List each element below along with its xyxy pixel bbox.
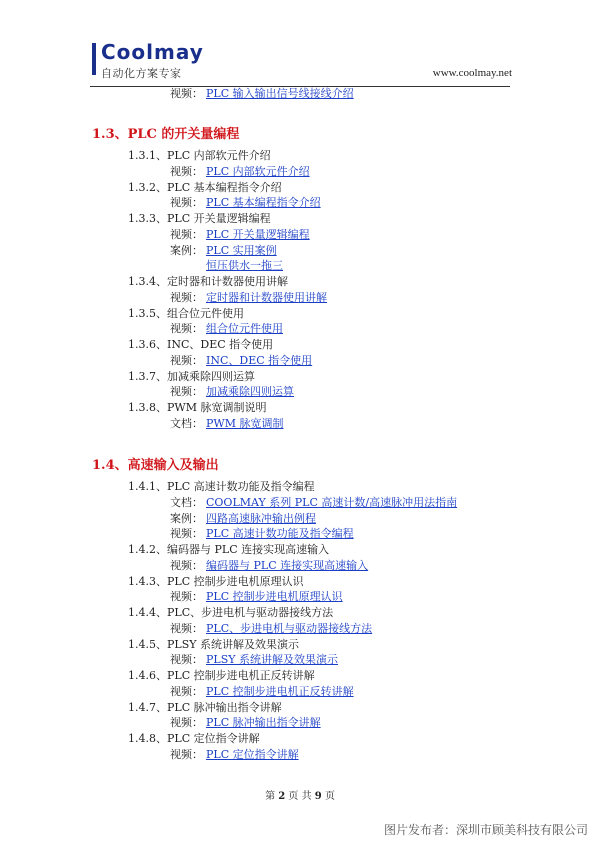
item-number: 1.3.1、 [128,149,167,162]
resource-link[interactable]: INC、DEC 指令使用 [206,353,313,367]
resource-row [170,653,338,667]
item-title: PWM 脉宽调制说明 [167,401,267,414]
toc-item [128,338,273,352]
resource-link[interactable]: 恒压供水一拖三 [206,259,283,273]
section-heading: 1.4、高速输入及输出 [92,458,219,473]
resource-link[interactable]: PLC 高速计数功能及指令编程 [206,527,354,541]
resource-label: 视频： [170,227,203,241]
toc-item [128,669,315,683]
resource-label: 视频： [170,653,203,667]
resource-link[interactable]: PLC 控制步进电机正反转讲解 [206,684,354,698]
resource-row [170,527,354,541]
resource-row [170,512,316,526]
resource-link[interactable]: PLC 脉冲输出指令讲解 [206,716,321,730]
item-title: PLC 控制步进电机正反转讲解 [167,669,315,682]
item-number: 1.3.8、 [128,401,167,414]
page-footer: 第 2 页 共 9 页 [265,791,335,802]
resource-row [170,228,310,242]
resource-label: 视频： [170,322,203,336]
resource-link[interactable]: PLC 控制步进电机原理认识 [206,590,343,604]
resource-label: 视频： [170,558,203,572]
section-heading: 1.3、PLC 的开关量编程 [92,127,240,142]
toc-item [128,701,282,715]
item-number: 1.4.3、 [128,574,167,588]
toc-item [128,575,304,589]
resource-row [170,196,321,210]
page-number: 2 [278,791,286,802]
toc-item [128,149,271,163]
resource-link[interactable]: PLC 实用案例 [206,243,277,257]
resource-link[interactable]: PWM 脉宽调制 [206,416,284,430]
item-title: INC、DEC 指令使用 [167,338,274,351]
resource-row [170,385,294,399]
toc-item [128,370,255,384]
item-title: PLC 定位指令讲解 [167,732,260,745]
toc-item [128,275,288,289]
item-title: PLC 脉冲输出指令讲解 [167,700,282,714]
item-number: 1.4.4、 [128,606,167,619]
toc-item [128,732,260,746]
resource-link[interactable]: PLC 定位指令讲解 [206,747,299,761]
resource-link[interactable]: PLC 输入输出信号线接线介绍 [206,87,354,100]
website-url: www.coolmay.net [432,67,512,79]
item-title: PLC 高速计数功能及指令编程 [167,480,315,493]
item-title: 定时器和计数器使用讲解 [167,275,288,288]
item-title: PLC、步进电机与驱动器接线方法 [167,606,334,619]
resource-label: 视频： [170,87,203,100]
resource-link[interactable]: 四路高速脉冲输出例程 [206,511,316,525]
item-number: 1.4.8、 [128,732,167,745]
resource-row [170,496,457,510]
item-number: 1.3.2、 [128,180,167,194]
resource-link[interactable]: PLC、步进电机与驱动器接线方法 [206,621,373,635]
resource-row [170,748,299,762]
publisher-watermark: 图片发布者：深圳市顾美科技有限公司 [383,823,588,837]
resource-label: 视频： [170,196,203,210]
resource-link[interactable]: 定时器和计数器使用讲解 [206,290,327,304]
item-number: 1.4.6、 [128,669,167,682]
resource-link[interactable]: COOLMAY 系列 PLC 高速计数/高速脉冲用法指南 [206,495,458,509]
resource-row [170,259,283,273]
resource-label: 案例： [170,243,203,257]
item-number: 1.4.7、 [128,700,167,714]
logo-tagline: 自动化方案专家 [101,67,182,80]
toc-item [128,543,329,557]
resource-label: 视频： [170,747,203,761]
item-title: 编码器与 PLC 连接实现高速输入 [167,543,330,556]
resource-label: 视频： [170,716,203,730]
toc-item [128,307,244,321]
resource-label: 视频： [170,385,203,399]
item-title: PLC 控制步进电机原理认识 [167,574,304,588]
resource-row [170,559,368,573]
item-number: 1.4.5、 [128,637,167,651]
resource-row [170,165,310,179]
resource-label: 案例： [170,511,203,525]
resource-row [170,354,312,368]
toc-item [128,480,315,494]
item-number: 1.3.5、 [128,306,167,320]
toc-item [128,638,299,652]
resource-label: 视频： [170,684,203,698]
resource-row [170,590,343,604]
item-number: 1.4.1、 [128,480,167,493]
resource-link[interactable]: 编码器与 PLC 连接实现高速输入 [206,558,369,572]
resource-link[interactable]: PLC 开关量逻辑编程 [206,227,310,241]
resource-link[interactable]: 加减乘除四则运算 [206,385,294,399]
item-title: PLSY 系统讲解及效果演示 [167,637,299,651]
item-title: PLC 内部软元件介绍 [167,149,271,162]
resource-row [170,244,277,258]
resource-row [170,622,372,636]
resource-label: 视频： [170,290,203,304]
item-title: PLC 基本编程指令介绍 [167,180,282,194]
resource-label: 视频： [170,590,203,604]
item-number: 1.3.4、 [128,275,167,288]
resource-label: 视频： [170,527,203,541]
toc-item [128,212,271,226]
page-total: 9 [314,791,322,802]
toc-item [128,606,333,620]
toc-item [128,401,266,415]
logo: Coolmay [101,40,204,64]
item-number: 1.3.6、 [128,338,167,351]
resource-link[interactable]: PLC 基本编程指令介绍 [206,196,321,210]
resource-label: 视频： [170,164,203,178]
resource-label: 文档： [170,495,203,509]
item-title: PLC 开关量逻辑编程 [167,212,271,225]
page-header [92,40,512,88]
resource-label: 文档： [170,416,203,430]
resource-row [170,291,327,305]
logo-bar [92,43,96,75]
item-number: 1.3.7、 [128,369,167,383]
resource-link[interactable]: PLC 内部软元件介绍 [206,164,310,178]
resource-row [170,417,283,431]
item-number: 1.4.2、 [128,543,167,556]
resource-row [170,716,321,730]
resource-label: 视频： [170,621,203,635]
resource-row [170,685,354,699]
item-title: 加减乘除四则运算 [167,369,255,383]
resource-row [170,322,283,336]
resource-label: 视频： [170,353,203,367]
resource-link[interactable]: PLSY 系统讲解及效果演示 [206,653,338,667]
resource-row [170,87,354,101]
toc-item [128,181,282,195]
resource-link[interactable]: 组合位元件使用 [206,322,283,336]
item-number: 1.3.3、 [128,212,167,225]
item-title: 组合位元件使用 [167,306,244,320]
